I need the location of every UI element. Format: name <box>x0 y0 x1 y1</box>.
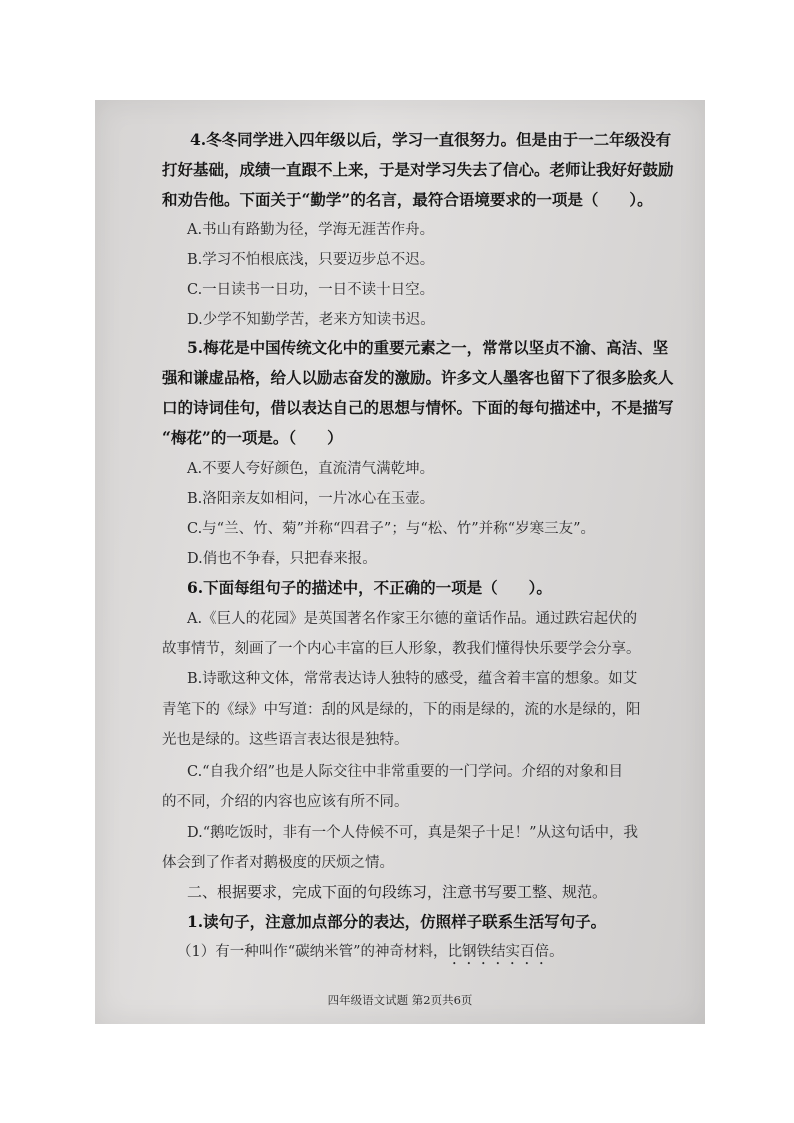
q5-line-3: 口的诗词佳句，借以表达自己的思想与情怀。下面的每句描述中，不是描写 <box>162 398 674 417</box>
item-1-dotted-phrase: 比钢铁结实百倍 <box>447 944 550 960</box>
q6-option-c-line-1: C.“自我介绍”也是人际交往中非常重要的一门学问。介绍的对象和目 <box>187 764 624 780</box>
section-2-item-1 <box>177 942 564 968</box>
q6-option-a-line-2: 故事情节，刻画了一个内心丰富的巨人形象，教我们懂得快乐要学会分享。 <box>162 641 641 657</box>
item-1-end: 。 <box>549 944 564 960</box>
q6-option-d-line-1: D.“鹅吃饭时，非有一个人侍候不可，真是架子十足！”从这句话中，我 <box>187 825 639 841</box>
page-footer: 四年级语文试题 第2页共6页 <box>327 993 473 1007</box>
q5-option-d: D.俏也不争春，只把春来报。 <box>187 551 377 567</box>
section-2-question-1: 1.读句子，注意加点部分的表达，仿照样子联系生活写句子。 <box>187 912 607 931</box>
q5-option-c: C.与“兰、竹、菊”并称“四君子”；与“松、竹”并称“岁寒三友”。 <box>187 521 595 537</box>
q5-line-4: “梅花”的一项是。（ ） <box>162 428 343 447</box>
q6-option-d-line-2: 体会到了作者对鹅极度的厌烦之情。 <box>162 855 394 871</box>
q5-line-1: 5.梅花是中国传统文化中的重要元素之一，常常以坚贞不渝、高洁、坚 <box>187 338 669 357</box>
q4-line-2: 打好基础，成绩一直跟不上来，于是对学习失去了信心。老师让我好好鼓励 <box>162 160 674 179</box>
item-1-lead: （1）有一种叫作“碳纳米管”的神奇材料， <box>177 944 448 960</box>
q4-option-d: D.少学不知勤学苦，老来方知读书迟。 <box>187 312 435 328</box>
q4-option-a: A.书山有路勤为径，学海无涯苦作舟。 <box>187 222 435 238</box>
exam-page <box>95 100 705 1024</box>
q4-option-c: C.一日读书一日功，一日不读十日空。 <box>187 282 435 298</box>
section-2-heading: 二、根据要求，完成下面的句段练习，注意书写要工整、规范。 <box>187 883 608 901</box>
q6-option-b-line-2: 青笔下的《绿》中写道：刮的风是绿的，下的雨是绿的，流的水是绿的，阳 <box>162 702 641 718</box>
q5-line-2: 强和谦虚品格，给人以励志奋发的激励。许多文人墨客也留下了很多脍炙人 <box>162 368 674 387</box>
q5-option-b: B.洛阳亲友如相问，一片冰心在玉壶。 <box>187 491 435 507</box>
q6-line-1: 6.下面每组句子的描述中，不正确的一项是（ ）。 <box>187 578 552 597</box>
q4-line-1: 4.冬冬同学进入四年级以后，学习一直很努力。但是由于一二年级没有 <box>190 130 672 149</box>
q5-option-a: A.不要人夸好颜色，直流清气满乾坤。 <box>187 461 435 477</box>
q4-option-b: B.学习不怕根底浅，只要迈步总不迟。 <box>187 252 435 268</box>
q6-option-b-line-3: 光也是绿的。这些语言表达很是独特。 <box>162 732 409 748</box>
q4-line-3: 和劝告他。下面关于“勤学”的名言，最符合语境要求的一项是（ ）。 <box>162 190 653 209</box>
q6-option-c-line-2: 的不同，介绍的内容也应该有所不同。 <box>162 794 409 810</box>
q6-option-b-line-1: B.诗歌这种文体，常常表达诗人独特的感受，蕴含着丰富的想象。如艾 <box>187 671 638 687</box>
q6-option-a-line-1: A.《巨人的花园》是英国著名作家王尔德的童话作品。通过跌宕起伏的 <box>187 611 638 627</box>
